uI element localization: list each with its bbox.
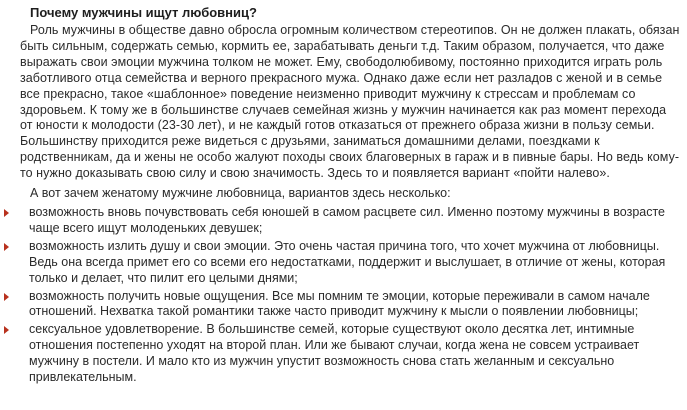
bullet-triangle-icon (4, 326, 9, 334)
list-item-text: возможность вновь почувствовать себя юношей в самом расцвете сил. Именно поэтому мужчины в возрасте чаще всего ищут молоденьких девушек; (29, 204, 666, 235)
list-item (20, 205, 680, 237)
article-paragraph: Роль мужчины в обществе давно обросла огромным количеством стереотипов. Он не должен плакать, обязан быть сильным, содержать семью, кормить ее, зарабатывать деньги т.д. Таким образом, получается, что даже выражать свои эмоции мужчина толком не может. Ему, свободолюбивому, постоянно приходится играть роль заботливого отца семейства и верного прекрасного мужа. Однако даже если нет разладов с женой и в семье все прекрасно, такое «шаблонное» поведение неизменно приводит мужчину к стрессам и проблемам со здоровьем. К тому же в большинстве случаев семейная жизнь у мужчин начинается как раз момент перехода от юности к молодости (23-30 лет), и не каждый готов отказаться от прежнего образа жизни в пользу семьи. Большинству приходится реже видеться с друзьями, заниматься домашними делами, поездками к родственникам, да и жены не особо жалуют походы своих благоверных в гараж и в пивные бары. Но ведь кому-то нужно доказывать свою силу и свою значимость. Здесь то и появляется вариант «пойти налево». (20, 23, 680, 181)
list-item (20, 239, 680, 287)
bullet-triangle-icon (4, 243, 9, 251)
list-item-text: возможность излить душу и свои эмоции. Это очень частая причина того, что хочет мужчина от любовницы. Ведь она всегда примет его со всеми его недостатками, поддержит и выслушает, в отличие от жены, которая только и делает, что пилит его целыми днями; (29, 238, 666, 285)
reasons-intro: А вот зачем женатому мужчине любовница, вариантов здесь несколько: (30, 186, 451, 201)
article (20, 0, 680, 388)
article-title: Почему мужчины ищут любовниц? (30, 5, 257, 20)
list-item (20, 322, 680, 386)
list-item (20, 289, 680, 321)
reasons-list (20, 205, 680, 386)
bullet-triangle-icon (4, 209, 9, 217)
bullet-triangle-icon (4, 293, 9, 301)
list-item-text: сексуальное удовлетворение. В большинстве семей, которые существуют около десятка лет, интимные отношения постепенно уходят на второй план. Или же бывают случаи, когда жена не совсем устраивает мужчину в постели. И мало кто из мужчин упустит возможность снова стать желанным и сексуально привлекательным. (29, 322, 640, 385)
list-item-text: возможность получить новые ощущения. Все мы помним те эмоции, которые переживали в самом начале отношений. Нехватка такой романтики также часто приводит мужчину к мысли о появлении любовницы; (29, 288, 650, 319)
